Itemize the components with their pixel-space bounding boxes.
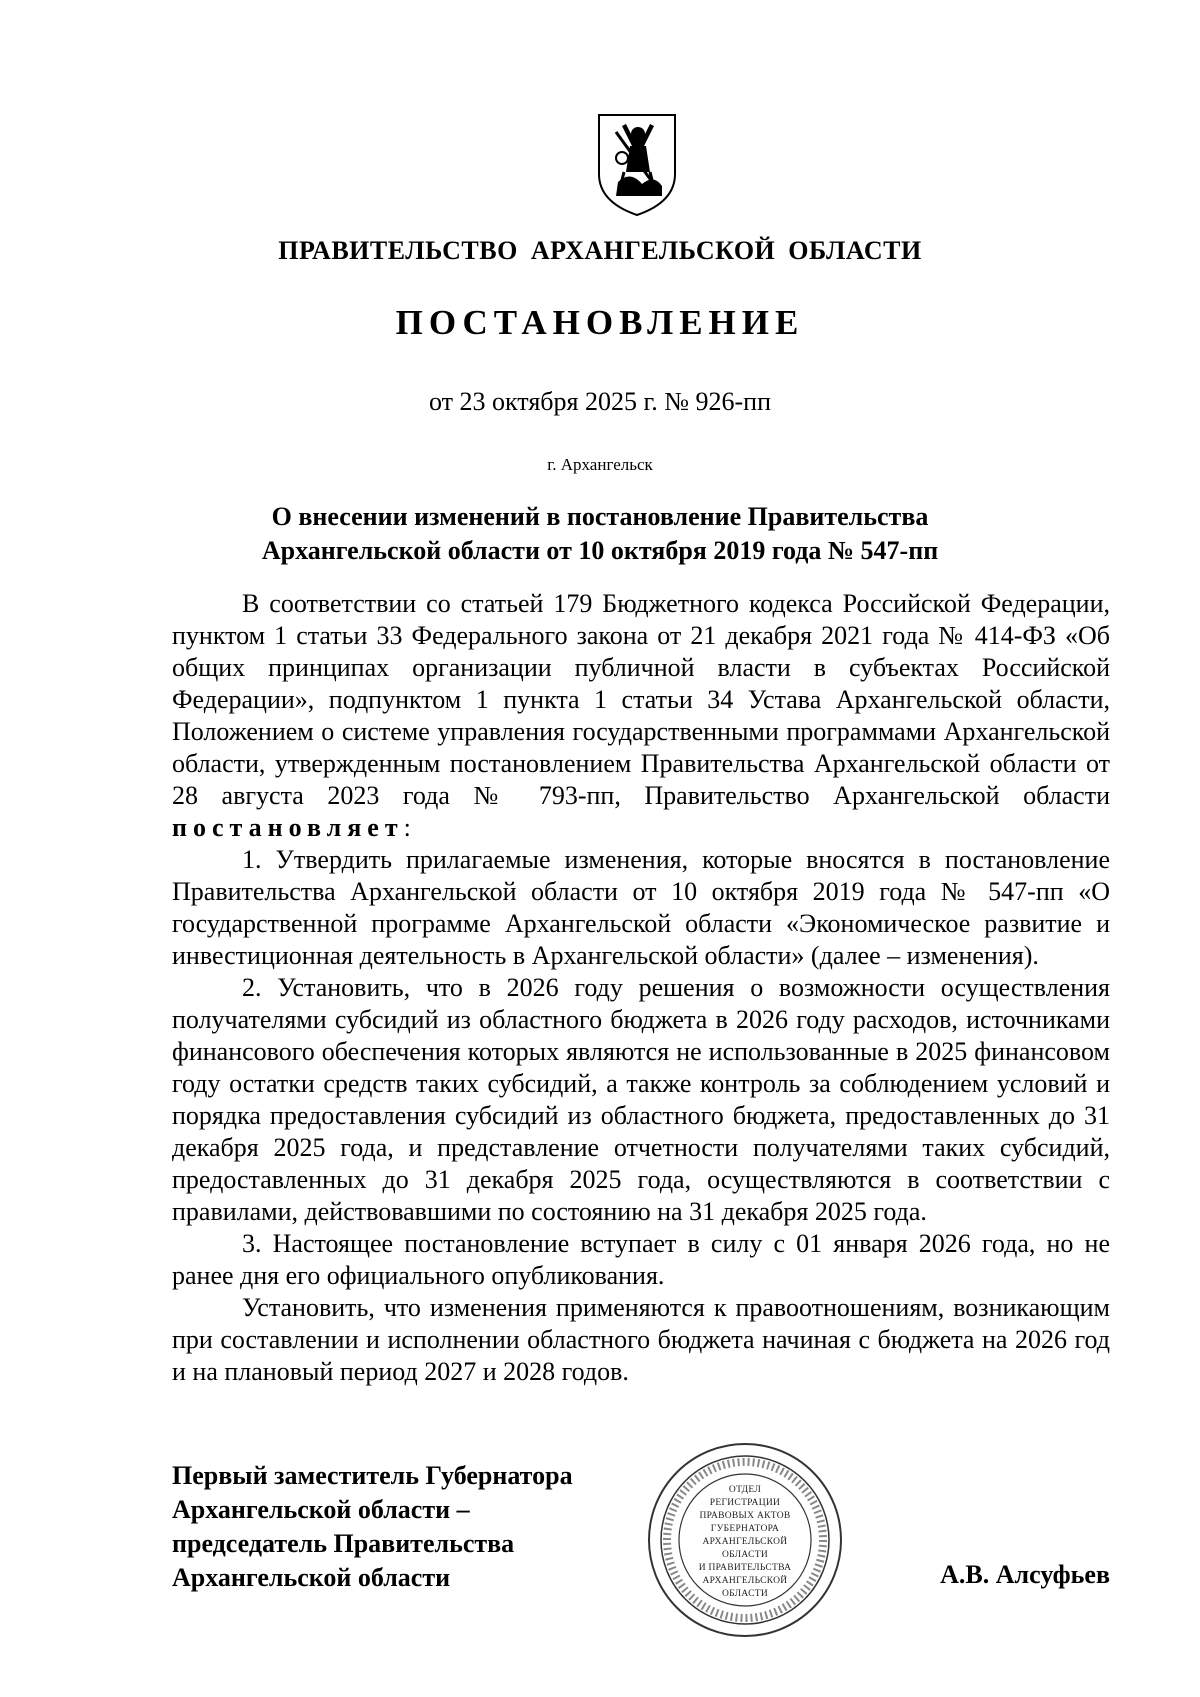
signatory-name: А.В. Алсуфьев [940,1560,1110,1589]
stamp-line: И ПРАВИТЕЛЬСТВА [698,1563,792,1573]
stamp-line: АРХАНГЕЛЬСКОЙ [702,1576,788,1586]
signatory-title-line: Первый заместитель Губернатора [172,1461,573,1490]
stamp-line: ОТДЕЛ [728,1485,762,1495]
resolves-word: постановляет [172,813,404,842]
subject-line: Архангельской области от 10 октября 2019 года № 547-пп [261,536,939,565]
document-type: ПОСТАНОВЛЕНИЕ [395,303,805,342]
stamp-line: РЕГИСТРАЦИИ [709,1498,781,1508]
document-city: г. Архангельск [547,455,653,474]
stamp-line: ОБЛАСТИ [721,1589,768,1599]
subject-line: О внесении изменений в постановление Правительства [271,502,929,531]
signatory-title-line: председатель Правительства [172,1529,515,1558]
item-1-paragraph: 1. Утвердить прилагаемые изменения, которые вносятся в постановление Правительства Архангельской области от 10 октября 2019 года № 547-пп «О государственной программе Архангельской области «Экономическое развитие и инвестиционная деятельность в Архангельской области» (далее – изменения). [172,845,1110,970]
resolves-suffix: : [403,813,411,842]
document-date-number: от 23 октября 2025 г. № 926-пп [429,387,771,416]
stamp-line: ГУБЕРНАТОРА [710,1524,780,1534]
document-subject [240,500,960,568]
coat-of-arms-icon [596,112,678,218]
stamp-line: ОБЛАСТИ [721,1550,768,1560]
item-3-extra-paragraph: Установить, что изменения применяются к правоотношениям, возникающим при составлении и исполнении областного бюджета начиная с бюджета на 2026 год и на плановый период 2027 и 2028 годов. [172,1293,1110,1386]
preamble-paragraph [172,588,1110,844]
document-body [172,588,1110,1388]
preamble-text: В соответствии со статьей 179 Бюджетного кодекса Российской Федерации, пунктом 1 статьи 33 Федерального закона от 21 декабря 2021 года № 414-ФЗ «Об общих принципах организации публичной власти в субъектах Российской Федерации», подпунктом 1 пункта 1 статьи 34 Устава Архангельской области, Положением о системе управления государственными программами Архангельской области, утвержденным постановлением Правительства Архангельской области от 28 августа 2023 года № 793-пп, Правительство Архангельской области [172,589,1110,810]
organization-name: ПРАВИТЕЛЬСТВО АРХАНГЕЛЬСКОЙ ОБЛАСТИ [278,236,922,265]
stamp-line: АРХАНГЕЛЬСКОЙ [702,1537,788,1547]
stamp-line: ПРАВОВЫХ АКТОВ [699,1511,791,1521]
item-3-paragraph: 3. Настоящее постановление вступает в силу с 01 января 2026 года, но не ранее дня его официального опубликования. [172,1229,1110,1290]
item-2-paragraph: 2. Установить, что в 2026 году решения о возможности осуществления получателями субсидий из областного бюджета в 2026 году расходов, источниками финансового обеспечения которых являются не использованные в 2025 финансовом году остатки средств таких субсидий, а также контроль за соблюдением условий и порядка предоставления субсидий из областного бюджета, предоставленных до 31 декабря 2025 года, и представление отчетности получателями таких субсидий, предоставленных до 31 декабря 2025 года, осуществляются в соответствии с правилами, действовавшими по состоянию на 31 декабря 2025 года. [172,973,1110,1226]
stamp-text [688,1484,802,1601]
signatory-title-line: Архангельской области – [172,1495,470,1524]
signatory-title [172,1459,642,1595]
signatory-title-line: Архангельской области [172,1563,451,1592]
